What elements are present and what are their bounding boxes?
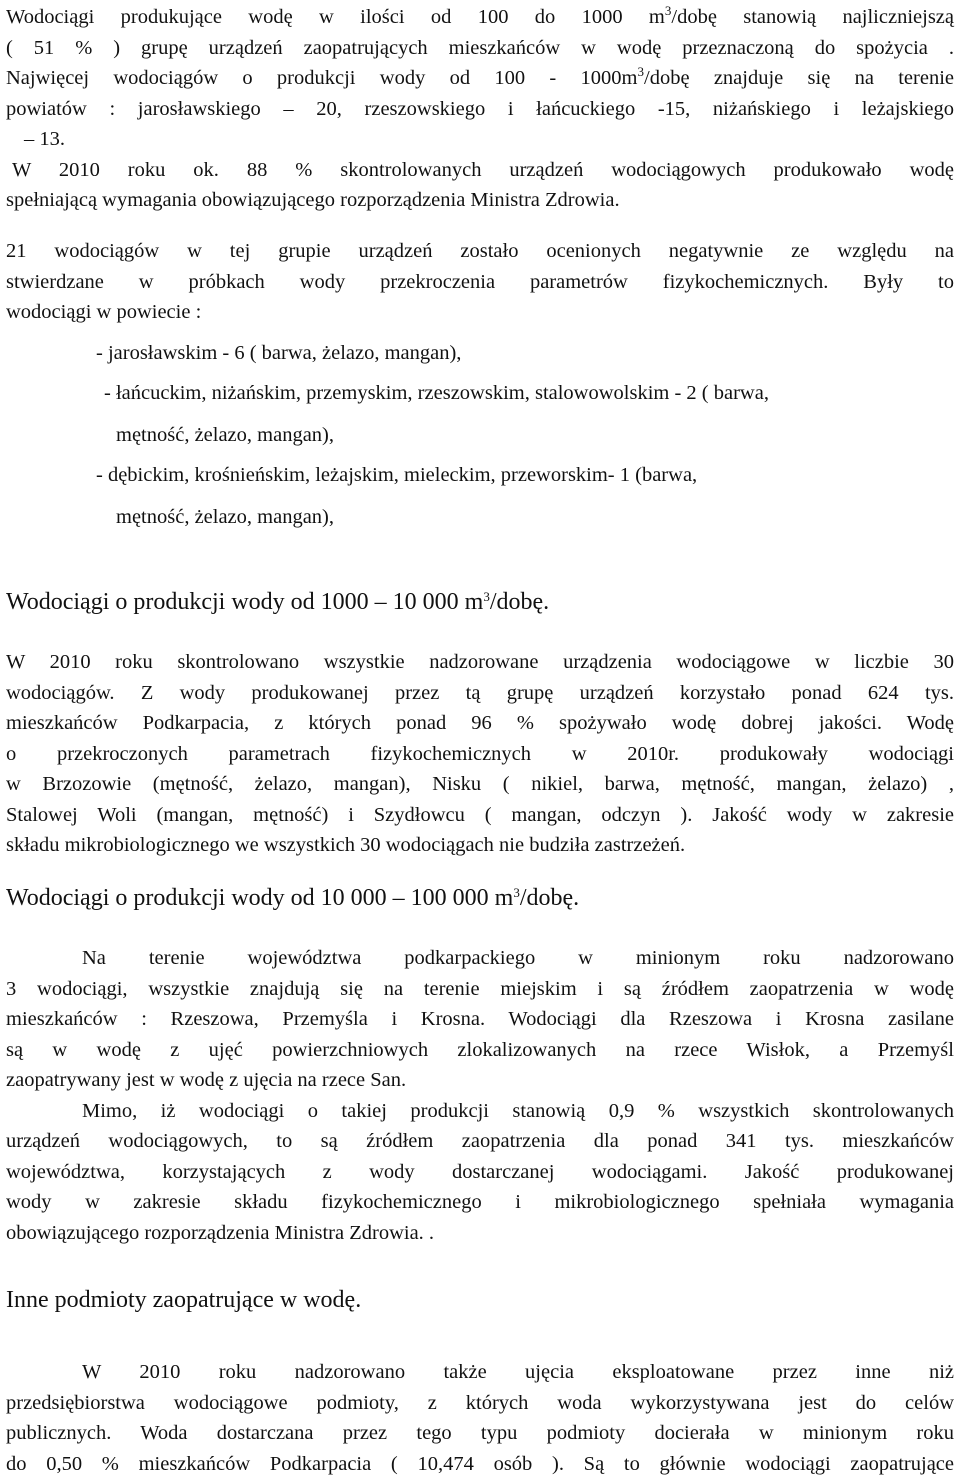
text-line: wodociągów. Z wody produkowanej przez tą grupę urządzeń korzystało ponad 624 tys. bbox=[6, 678, 954, 709]
text-line: wody w zakresie składu fizykochemicznego i mikrobiologicznego spełniała wymagania bbox=[6, 1187, 954, 1218]
text-line: składu mikrobiologicznego we wszystkich 30 wodociągach nie budziła zastrzeżeń. bbox=[6, 830, 954, 861]
text-line: publicznych. Woda dostarczana przez tego typu podmioty docierała w minionym roku bbox=[6, 1418, 954, 1449]
section-other-entities bbox=[6, 1357, 954, 1479]
list-item: mętność, żelazo, mangan), bbox=[116, 502, 334, 533]
text-line: w Brzozowie (mętność, żelazo, mangan), Nisku ( nikiel, barwa, mętność, mangan, żelazo) , bbox=[6, 769, 954, 800]
text-line: Stalowej Woli (mangan, mętność) i Szydłowcu ( mangan, odczyn ). Jakość wody w zakresie bbox=[6, 800, 954, 831]
paragraph-negative-assessment bbox=[6, 236, 954, 328]
section-1000-10000 bbox=[6, 647, 954, 861]
section-heading: Wodociągi o produkcji wody od 10 000 – 100 000 $m^3$/dobę. bbox=[6, 880, 579, 916]
text-line: wodociągi w powiecie : bbox=[6, 297, 954, 328]
text-line: Wodociągi produkujące wodę w ilości od 100 do 1000 $m^3$/dobę stanowią najliczniejszą bbox=[6, 2, 954, 33]
text-line: ( 51 % ) grupę urządzeń zaopatrujących mieszkańców w wodę przeznaczoną do spożycia . bbox=[6, 33, 954, 64]
text-line: spełniającą wymagania obowiązującego rozporządzenia Ministra Zdrowia. bbox=[6, 185, 954, 216]
list-item: mętność, żelazo, mangan), bbox=[116, 420, 334, 451]
text-line: powiatów : jarosławskiego – 20, rzeszowskiego i łańcuckiego -15, niżańskiego i leżajskiego bbox=[6, 94, 954, 125]
text-line: do 0,50 % mieszkańców Podkarpacia ( 10,474 osób ). Są to głównie wodociągi zaopatrujące bbox=[6, 1449, 954, 1479]
text-line: o przekroczonych parametrach fizykochemicznych w 2010r. produkowały wodociągi bbox=[6, 739, 954, 770]
section-heading: Wodociągi o produkcji wody od 1000 – 10 000 $m^3$/dobę. bbox=[6, 584, 549, 620]
list-item: - łańcuckim, niżańskim, przemyskim, rzeszowskim, stalowowolskim - 2 ( barwa, bbox=[104, 378, 769, 409]
section-heading: Inne podmioty zaopatrujące w wodę. bbox=[6, 1282, 361, 1318]
text-line: mieszkańców : Rzeszowa, Przemyśla i Krosna. Wodociągi dla Rzeszowa i Krosna zasilane bbox=[6, 1004, 954, 1035]
text-line: stwierdzane w próbkach wody przekroczenia parametrów fizykochemicznych. Były to bbox=[6, 267, 954, 298]
text-line: Mimo, iż wodociągi o takiej produkcji stanowią 0,9 % wszystkich skontrolowanych bbox=[6, 1096, 954, 1127]
text-line: obowiązującego rozporządzenia Ministra Zdrowia. . bbox=[6, 1218, 954, 1249]
text-line: mieszkańców Podkarpacia, z których ponad 96 % spożywało wodę dobrej jakości. Wodę bbox=[6, 708, 954, 739]
text-line: Na terenie województwa podkarpackiego w minionym roku nadzorowano bbox=[6, 943, 954, 974]
section-10000-100000 bbox=[6, 943, 954, 1248]
section-100-1000 bbox=[6, 2, 954, 216]
text-line: Najwięcej wodociągów o produkcji wody od $100 - 1000m^3$/dobę znajduje się na terenie bbox=[6, 63, 954, 94]
list-item: - jarosławskim - 6 ( barwa, żelazo, mangan), bbox=[96, 338, 461, 369]
text-line: 21 wodociągów w tej grupie urządzeń zostało ocenionych negatywnie ze względu na bbox=[6, 236, 954, 267]
text-line: – 13. bbox=[6, 124, 954, 155]
text-line: przedsiębiorstwa wodociągowe podmioty, z których woda wykorzystywana jest do celów bbox=[6, 1388, 954, 1419]
text-line: W 2010 roku ok. 88 % skontrolowanych urządzeń wodociągowych produkowało wodę bbox=[6, 155, 954, 186]
text-line: są w wodę z ujęć powierzchniowych zlokalizowanych na rzece Wisłok, a Przemyśl bbox=[6, 1035, 954, 1066]
text-line: W 2010 roku nadzorowano także ujęcia eksploatowane przez inne niż bbox=[6, 1357, 954, 1388]
list-item: - dębickim, krośnieńskim, leżajskim, mieleckim, przeworskim- 1 (barwa, bbox=[96, 460, 697, 491]
text-line: województwa, korzystających z wody dostarczanej wodociągami. Jakość produkowanej bbox=[6, 1157, 954, 1188]
text-line: W 2010 roku skontrolowano wszystkie nadzorowane urządzenia wodociągowe w liczbie 30 bbox=[6, 647, 954, 678]
text-line: urządzeń wodociągowych, to są źródłem zaopatrzenia dla ponad 341 tys. mieszkańców bbox=[6, 1126, 954, 1157]
text-line: zaopatrywany jest w wodę z ujęcia na rzece San. bbox=[6, 1065, 954, 1096]
text-line: 3 wodociągi, wszystkie znajdują się na terenie miejskim i są źródłem zaopatrzenia w wodę bbox=[6, 974, 954, 1005]
